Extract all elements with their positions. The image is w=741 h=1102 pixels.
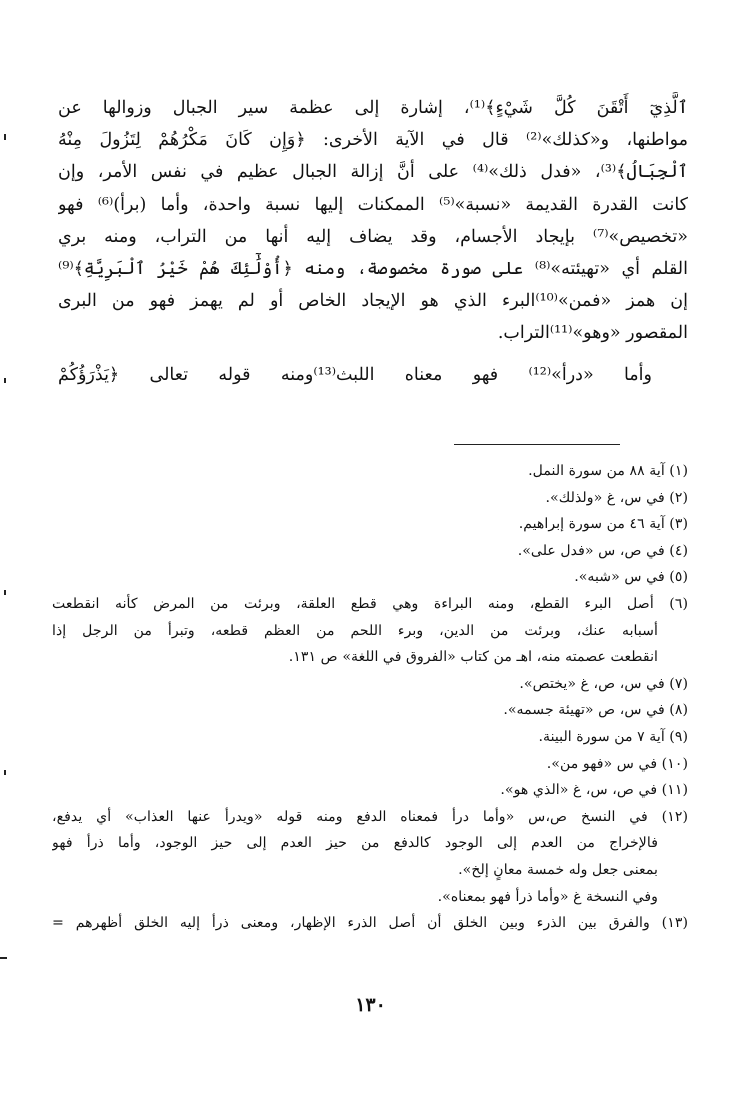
main-body-text	[58, 92, 688, 391]
footnote-9: (٩) آية ٧ من سورة البينة.	[538, 728, 688, 745]
body-line-paragraph-start: وأما «درأ»⁽¹²⁾ فهو معناه اللبث⁽¹³⁾ومنه قوله تعالى ﴿يَذْرَؤُكُمْ	[58, 364, 652, 385]
footnote-12-continuation: بمعنى جعل وله خمسة معانٍ إلخ».	[458, 861, 658, 878]
footnote-2: (٢) في س، غ «ولذلك».	[545, 489, 688, 506]
margin-tick-mark	[4, 134, 6, 140]
footnote-11: (١١) في ص، س، غ «الذي هو».	[500, 782, 688, 799]
footnote-12-continuation: فالإخراج من العدم إلى الوجود كالدفع من حيز العدم إلى حيز الوجود، وأما ذرأ فهو	[52, 835, 658, 852]
footnote-6-continuation: انقطعت عصمته منه، اهـ من كتاب «الفروق في اللغة» ص ١٣١.	[288, 649, 658, 666]
margin-tick-mark	[0, 957, 7, 959]
footnote-6-continuation: أسبابه عنك، وبرئت من الدين، وبرء اللحم من العظم قطعه، وتبرأ من الرجل إذا	[52, 622, 658, 639]
body-line: مواطنها، و«كذلك»⁽²⁾ قال في الآية الأخرى: ﴿وَإِن كَانَ مَكْرُهُمْ لِتَزُولَ مِنْهُ	[58, 130, 688, 151]
footnote-separator	[454, 444, 620, 445]
body-line: المقصور «وهو»⁽¹¹⁾التراب.	[497, 323, 688, 344]
footnotes-section	[52, 458, 688, 937]
margin-tick-mark	[4, 378, 6, 383]
footnote-7: (٧) في س، ص، غ «يختص».	[519, 675, 688, 692]
footnote-1: (١) آية ٨٨ من سورة النمل.	[528, 463, 688, 479]
footnote-6: (٦) أصل البرء القطع، ومنه البراءة وهي قطع العلقة، وبرئت من المرض كأنه انقطعت	[52, 595, 688, 612]
footnote-13: (١٣) والفرق بين الذرء وبين الخلق أن أصل الذرء الإظهار، ومعنى ذرأ إليه الخلق أظهرهم =	[52, 915, 688, 932]
margin-tick-mark	[4, 590, 6, 595]
body-line: القلم أي «تهيئته»⁽⁸⁾ على صورة مخصوصة، ومنه ﴿أُوْلَٰٓئِكَ هُمْ خَيْرُ ٱلْبَرِيَّةِ﴾⁽⁹⁾	[58, 258, 688, 279]
body-line: كانت القدرة القديمة «نسبة»⁽⁵⁾ الممكنات إليها نسبة واحدة، وأما (برأ)⁽⁶⁾ فهو	[58, 194, 688, 215]
body-line: «تخصيص»⁽⁷⁾ بإيجاد الأجسام، وقد يضاف إليه أنها من التراب، ومنه بري	[58, 226, 688, 247]
footnote-12-continuation: وفي النسخة غ «وأما ذرأ فهو بمعناه».	[437, 888, 658, 905]
footnote-5: (٥) في س «شبه».	[574, 569, 688, 586]
margin-tick-mark	[4, 770, 6, 775]
body-line: ٱلْجِبَالُ﴾⁽³⁾، «فدل ذلك»⁽⁴⁾ على أنَّ إزالة الجبال عظيم في نفس الأمر، وإن	[58, 162, 688, 183]
footnote-8: (٨) في س، ص «تهيئة جسمه».	[503, 702, 688, 719]
footnote-3: (٣) آية ٤٦ من سورة إبراهيم.	[518, 516, 688, 533]
body-line: إن همز «فمن»⁽¹⁰⁾البرء الذي هو الإيجاد الخاص أو لم يهمز فهو من البرى	[58, 291, 688, 312]
body-line: ٱلَّذِيٓ أَتْقَنَ كُلَّ شَيْءٍ﴾⁽¹⁾، إشارة إلى عظمة سير الجبال وزوالها عن	[58, 98, 688, 118]
footnote-12: (١٢) في النسخ ص،س «وأما درأ فمعناه الدفع ومنه قوله «ويدرأ عنها العذاب» أي يدفع،	[52, 808, 688, 825]
footnote-4: (٤) في ص، س «فدل على».	[517, 542, 688, 559]
footnote-10: (١٠) في س «فهو من».	[546, 755, 688, 772]
page-number: ١٣٠	[355, 994, 386, 1016]
